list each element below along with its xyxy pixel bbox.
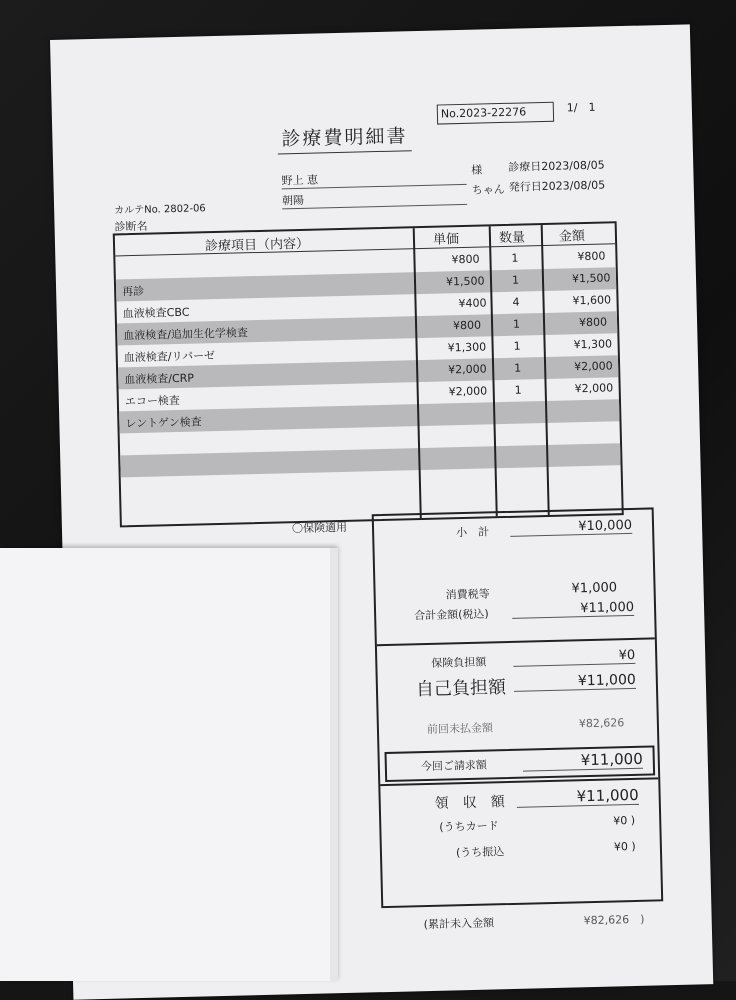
pet-name: 朝陽 xyxy=(282,188,467,210)
transfer-label: (うち振込 xyxy=(455,845,505,860)
row-item: 血液検査/CRP xyxy=(124,371,195,387)
self-pay-value: ¥11,000 xyxy=(514,672,636,692)
overlapping-paper xyxy=(0,548,336,981)
insurance-label: 保険負担額 xyxy=(431,655,487,670)
row-amount: ¥2,000 xyxy=(573,359,613,374)
card-value: ¥0 ) xyxy=(613,813,636,828)
billed-box xyxy=(384,745,655,782)
billed-label: 今回ご請求額 xyxy=(420,758,488,774)
row-price: ¥2,000 xyxy=(448,362,487,377)
row-amount: ¥800 xyxy=(578,315,608,330)
row-amount: ¥1,300 xyxy=(573,337,613,352)
visit-date: 診療日2023/08/05 xyxy=(508,158,605,174)
honorific: 様 xyxy=(471,163,483,177)
card-label: (うちカード xyxy=(439,819,499,834)
row-qty: 1 xyxy=(511,273,520,287)
header-price: 単価 xyxy=(432,232,460,248)
diagnosis-label: 診断名 xyxy=(114,219,148,234)
row-qty: 1 xyxy=(512,317,521,331)
row-item: 血液検査CBC xyxy=(122,305,190,321)
insurance-value: ¥0 xyxy=(513,648,635,667)
tax-value: ¥1,000 xyxy=(571,580,618,597)
page-number: 1/ 1 xyxy=(566,100,596,115)
tax-label: 消費税等 xyxy=(445,587,490,602)
header-qty: 数量 xyxy=(498,230,526,247)
row-amount: ¥1,600 xyxy=(572,293,612,308)
row-item: 再診 xyxy=(122,284,145,299)
insurance-note: 〇保険適用 xyxy=(291,520,348,536)
row-amount: ¥800 xyxy=(577,249,606,264)
pet-suffix: ちゃん xyxy=(471,182,505,197)
header-item: 診療項目（内容） xyxy=(204,236,310,255)
header-amount: 金額 xyxy=(558,228,586,245)
line-items-table xyxy=(113,221,624,527)
row-amount: ¥2,000 xyxy=(574,381,614,396)
row-price: ¥1,300 xyxy=(447,340,487,355)
summary-panel xyxy=(372,507,664,908)
row-qty: 1 xyxy=(513,361,522,375)
prev-unpaid-label: 前回未払金額 xyxy=(426,721,494,736)
row-qty: 4 xyxy=(512,295,520,309)
document-number: No.2023-22276 xyxy=(437,102,554,125)
total-value: ¥11,000 xyxy=(512,600,634,619)
billed-value: ¥11,000 xyxy=(523,750,643,772)
received-label: 領 収 額 xyxy=(434,794,505,812)
row-item: エコー検査 xyxy=(124,393,181,409)
self-pay-label: 自己負担額 xyxy=(415,677,507,701)
row-qty: 1 xyxy=(514,383,522,397)
row-item: 血液検査/リパーゼ xyxy=(123,349,216,365)
chart-number: カルテNo. 2802-06 xyxy=(114,203,206,217)
row-qty: 1 xyxy=(511,251,519,265)
transfer-value: ¥0 ) xyxy=(613,839,636,854)
received-value: ¥11,000 xyxy=(516,786,638,808)
row-price: ¥2,000 xyxy=(448,384,488,399)
total-label: 合計金額(税込) xyxy=(414,607,489,623)
row-amount: ¥1,500 xyxy=(571,271,611,286)
row-price: ¥800 xyxy=(451,252,480,267)
section-rule xyxy=(377,637,655,646)
subtotal-label: 小 計 xyxy=(456,525,490,540)
row-price: ¥400 xyxy=(458,296,487,311)
row-price: ¥1,500 xyxy=(445,274,485,289)
owner-name: 野上 恵 xyxy=(281,168,466,190)
prev-unpaid-value: ¥82,626 xyxy=(578,716,625,731)
subtotal-value: ¥10,000 xyxy=(510,518,632,537)
issue-date: 発行日2023/08/05 xyxy=(508,178,606,194)
overlapping-paper-edge xyxy=(330,548,338,981)
document-title: 診療費明細書 xyxy=(277,121,412,154)
cumulative-label: (累計未入金額 xyxy=(423,916,495,932)
row-item: レントゲン検査 xyxy=(125,415,202,431)
row-price: ¥800 xyxy=(452,318,482,333)
row-item: 血液検査/追加生化学検査 xyxy=(123,326,249,343)
cumulative-value: ¥82,626 ) xyxy=(583,912,645,928)
row-qty: 1 xyxy=(513,339,521,353)
